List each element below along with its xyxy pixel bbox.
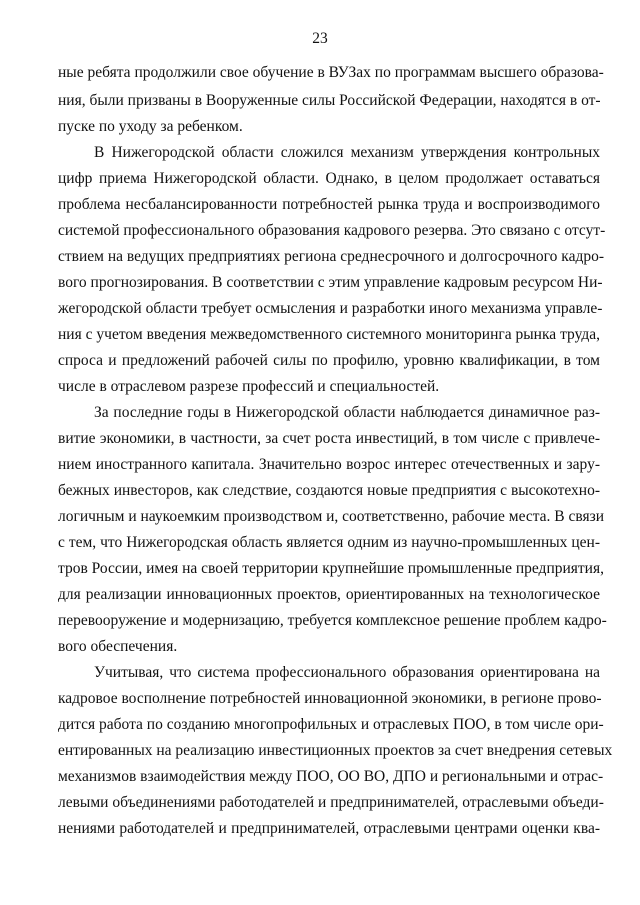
text-line: ния с учетом введения межведомственного системного мониторинга рынка труда, bbox=[58, 326, 600, 343]
text-line: жегородской области требует осмысления и разработки иного механизма управле- bbox=[58, 300, 603, 317]
text-line: вого прогнозирования. В соответствии с этим управление кадровым ресурсом Ни- bbox=[58, 274, 603, 291]
text-line: вого обеспечения. bbox=[58, 638, 178, 655]
text-line: нениями работодателей и предпринимателей, отраслевыми центрами оценки ква- bbox=[58, 820, 600, 837]
paragraph-first-line: За последние годы в Нижегородской области наблюдается динамичное раз- bbox=[94, 404, 600, 421]
text-line: кадровое восполнение потребностей инновационной экономики, в регионе прово- bbox=[58, 690, 602, 707]
paragraph-first-line: В Нижегородской области сложился механизм утверждения контрольных bbox=[94, 144, 600, 161]
text-line: ентированных на реализацию инвестиционных проектов за счет внедрения сетевых bbox=[58, 742, 613, 759]
text-line: дится работа по созданию многопрофильных и отраслевых ПОО, в том числе ори- bbox=[58, 716, 604, 733]
text-line: логичным и наукоемким производством и, соответственно, рабочие места. В связи bbox=[58, 508, 605, 525]
text-line: ния, были призваны в Вооруженные силы Российской Федерации, находятся в от- bbox=[58, 92, 601, 109]
text-line: системой профессионального образования кадрового резерва. Это связано с отсут- bbox=[58, 222, 606, 239]
text-line: нием иностранного капитала. Значительно возрос интерес отечественных и зару- bbox=[58, 456, 600, 473]
text-line: числе в отраслевом разрезе профессий и специальностей. bbox=[58, 378, 440, 395]
text-line: ствием на ведущих предприятиях региона среднесрочного и долгосрочного кадро- bbox=[58, 248, 605, 265]
text-line: цифр приема Нижегородской области. Однако, в целом продолжает оставаться bbox=[58, 170, 600, 187]
paragraph-first-line: Учитывая, что система профессионального образования ориентирована на bbox=[94, 664, 600, 681]
text-line: бежных инвесторов, как следствие, создаются новые предприятия с высокотехно- bbox=[58, 482, 600, 499]
text-line: пуске по уходу за ребенком. bbox=[58, 118, 243, 135]
text-line: тров России, имея на своей территории крупнейшие промышленные предприятия, bbox=[58, 560, 604, 577]
text-line: витие экономики, в частности, за счет роста инвестиций, в том числе с привлече- bbox=[58, 430, 600, 447]
text-line: спроса и предложений рабочей силы по профилю, уровню квалификации, в том bbox=[58, 352, 600, 369]
text-line: с тем, что Нижегородская область является одним из научно-промышленных цен- bbox=[58, 534, 600, 551]
text-line: ные ребята продолжили свое обучение в ВУЗах по программам высшего образова- bbox=[58, 64, 604, 81]
page-number: 23 bbox=[312, 30, 328, 47]
text-line: для реализации инновационных проектов, ориентированных на технологическое bbox=[58, 586, 600, 603]
text-line: перевооружение и модернизацию, требуется комплексное решение проблем кадро- bbox=[58, 612, 607, 629]
text-line: левыми объединениями работодателей и предпринимателей, отраслевыми объеди- bbox=[58, 794, 604, 811]
text-line: механизмов взаимодействия между ПОО, ОО ВО, ДПО и региональными и отрас- bbox=[58, 768, 604, 785]
text-line: проблема несбалансированности потребностей рынка труда и воспроизводимого bbox=[58, 196, 600, 213]
